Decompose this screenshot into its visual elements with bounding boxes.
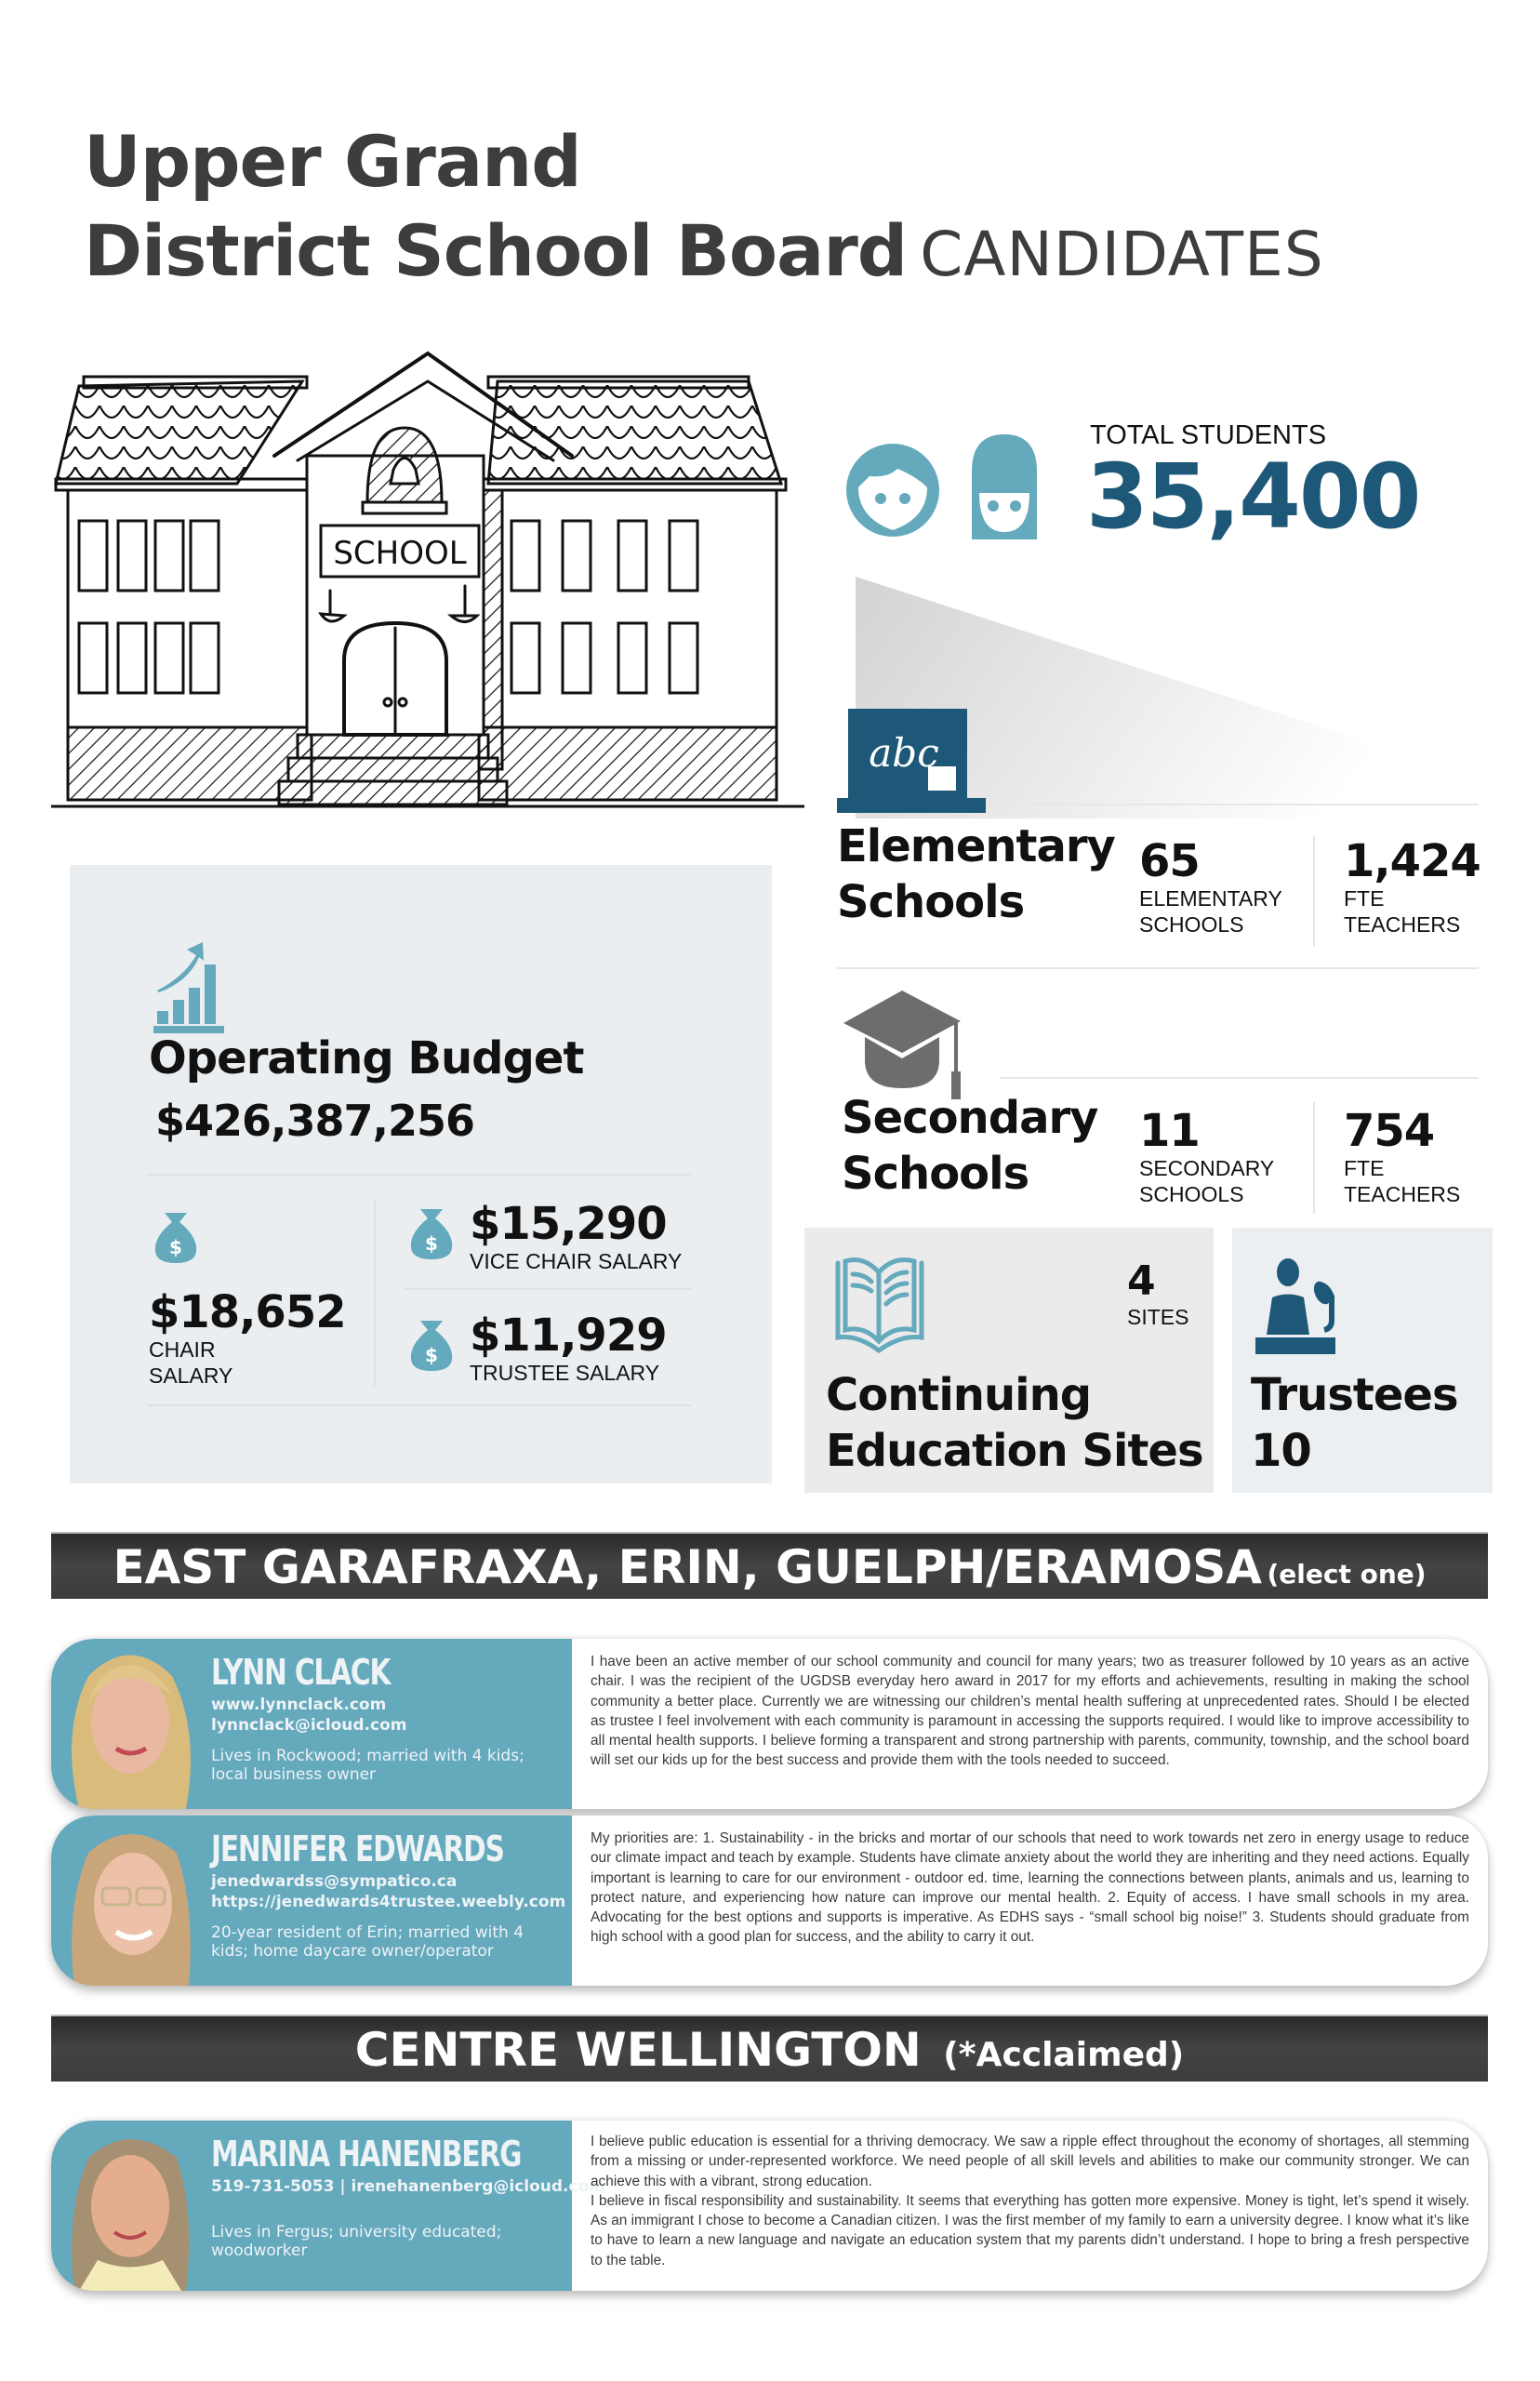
continuing-education-title-line-1: Continuing <box>826 1369 1092 1421</box>
chair-salary-label: CHAIR <box>149 1337 216 1362</box>
candidate-card <box>51 1816 1488 1986</box>
money-bag-icon <box>409 1319 454 1373</box>
elementary-title-line-2: Schools <box>837 876 1025 928</box>
candidate-website-link[interactable]: www.lynnclack.com <box>211 1696 387 1714</box>
secondary-title <box>842 1090 1097 1202</box>
secondary-schools-value: 11 <box>1139 1105 1200 1157</box>
candidate-contact[interactable]: 519-731-5053 | irenehanenberg@icloud.com <box>211 2177 605 2196</box>
chalkboard-icon <box>837 709 986 813</box>
stat-label: TEACHERS <box>1344 1182 1461 1206</box>
total-students-label: TOTAL STUDENTS <box>1090 420 1327 450</box>
chair-salary-label: SALARY <box>149 1363 233 1388</box>
vice-chair-salary-label: VICE CHAIR SALARY <box>470 1249 683 1273</box>
divider <box>837 967 1479 969</box>
candidate-card <box>51 1639 1488 1809</box>
candidate-bio: Lives in Fergus; university educated; <box>211 2223 502 2241</box>
svg-text:$: $ <box>169 1236 182 1258</box>
elementary-teachers-stat <box>1344 837 1480 938</box>
stat-label: SCHOOLS <box>1139 1182 1244 1206</box>
candidate-bio: woodworker <box>211 2241 308 2260</box>
stat-label: SCHOOLS <box>1139 912 1244 937</box>
speaker-podium-icon <box>1255 1256 1339 1358</box>
title-line-2 <box>84 205 1324 301</box>
ward-name: EAST GARAFRAXA, ERIN, GUELPH/ERAMOSA <box>113 1540 1262 1594</box>
candidate-photo <box>60 2121 200 2291</box>
elementary-schools-value: 65 <box>1139 835 1200 887</box>
divider <box>147 1404 691 1406</box>
secondary-schools-stat <box>1139 1107 1274 1207</box>
divider <box>374 1200 376 1386</box>
title-line-1: Upper Grand <box>84 120 581 203</box>
candidate-email-link[interactable]: jenedwardss@sympatico.ca <box>211 1872 458 1891</box>
candidate-statement: My priorities are: 1. Sustainability - in the bricks and mortar of our schools that need to work towards net zero in energy usage to reduce our climate impact and teach by example. Students have climate anxiety about the world they are inheriting and they need actions. Equally important is learning to care for our environment - outdoor ed. time, learning the connections between plants, animals and us, learning to protect nature, and experiencing how nature can improve our mental health. 2. Equity of access. I have small schools in my area. Advocating for the best options and supports is imperative. As EDHS says - “small school big noise!” 3. Students should graduate from high school with a good plan for success, and the ability to carry it out. <box>591 1830 1469 1946</box>
svg-text:$: $ <box>425 1344 438 1366</box>
candidate-name: MARINA HANENBERG <box>211 2134 522 2175</box>
divider <box>1313 1102 1315 1214</box>
trustee-salary-value: $11,929 <box>470 1310 667 1362</box>
candidate-statement <box>591 2132 1469 2270</box>
candidate-email-link[interactable]: lynnclack@icloud.com <box>211 1716 407 1735</box>
vice-chair-salary <box>470 1200 682 1274</box>
students-icons <box>842 430 1055 541</box>
windows-right <box>511 521 697 693</box>
continuing-education-title-line-2: Education Sites <box>826 1425 1203 1477</box>
divider <box>995 804 1479 805</box>
candidate-photo <box>60 1639 200 1809</box>
chair-salary-value: $18,652 <box>149 1286 346 1338</box>
ward-banner <box>51 2015 1488 2082</box>
school-building-illustration <box>51 344 804 814</box>
candidate-photo <box>60 1816 200 1986</box>
chair-salary <box>149 1288 346 1389</box>
budget-title: Operating Budget <box>149 1032 584 1084</box>
secondary-teachers-value: 754 <box>1344 1105 1435 1157</box>
elementary-title <box>837 818 1115 930</box>
ward-note: (*Acclaimed) <box>943 2036 1185 2074</box>
candidate-card <box>51 2121 1488 2291</box>
growth-chart-icon <box>152 935 224 1037</box>
stat-label: ELEMENTARY <box>1139 886 1282 911</box>
candidate-bio: local business owner <box>211 1765 377 1784</box>
divider <box>147 1174 691 1176</box>
stat-label: TEACHERS <box>1344 912 1461 937</box>
continuing-education-value-label: SITES <box>1127 1305 1189 1329</box>
candidate-statement: I have been an active member of our school community and council for many years; two as treasurer followed by 10 years as an active chair. I was the recipient of the UGDSB everyday hero award in 2017 for my efforts and achievements, resulting in making the school community a better place. Currently we are witnessing our children’s mental health suffering at unprecedented rates. Should I be elected as trustee I feel involvement with each community is paramount in accessing the supports required. I would like to improve accessibility to all mental health supports. I believe forming a transparent and strong partnership with parents, community, township, and the school board will set our kids up for the best success and provide them with the tools needed to succeed. <box>591 1654 1469 1769</box>
candidate-statement-paragraph: I believe public education is essential for a thriving democracy. We saw a ripple effect throughout the economy of shortages, all stemming from a missing or under-represented workforce. We need people of all skill levels and abilities to make our community stronger. We can achieve this with a vibrant, strong education. <box>591 2134 1469 2189</box>
title-board-name: District School Board <box>84 209 908 292</box>
stat-label: FTE <box>1344 886 1385 911</box>
girl-face-icon <box>972 434 1037 539</box>
elementary-teachers-value: 1,424 <box>1344 835 1480 887</box>
page-title <box>84 119 1324 301</box>
ward-note: (elect one) <box>1267 1559 1427 1590</box>
stat-label: FTE <box>1344 1156 1385 1180</box>
continuing-education-title <box>826 1367 1203 1479</box>
candidate-bio: kids; home daycare owner/operator <box>211 1942 494 1961</box>
budget-value: $426,387,256 <box>155 1096 475 1146</box>
divider <box>1313 835 1315 947</box>
school-sign-text: SCHOOL <box>333 535 467 572</box>
trustees-value: 10 <box>1251 1425 1311 1477</box>
secondary-teachers-stat <box>1344 1107 1460 1207</box>
candidate-statement-paragraph: I believe in fiscal responsibility and sustainability. It seems that everything has gotten more expensive. Money is tight, let’s spend it wisely. As an immigrant I chose to become a Canadian citizen. I was the first member of my family to earn a university degree. I know what it’s like to have to learn a new language and navigate an education system that my parents didn’t understand. I hope to bring a fresh perspective to the table. <box>591 2192 1469 2268</box>
candidate-bio: Lives in Rockwood; married with 4 kids; <box>211 1747 524 1765</box>
money-bag-icon <box>409 1207 454 1261</box>
open-book-icon <box>834 1256 925 1356</box>
windows-left <box>79 521 219 693</box>
divider <box>1000 1077 1479 1079</box>
candidate-bio: 20-year resident of Erin; married with 4 <box>211 1923 524 1942</box>
continuing-education-value: 4 <box>1127 1257 1155 1305</box>
graduation-cap-icon <box>842 986 981 1099</box>
secondary-title-line-1: Secondary <box>842 1092 1098 1144</box>
trustees-title-block <box>1251 1367 1458 1479</box>
svg-text:$: $ <box>425 1232 438 1255</box>
money-bag-icon <box>153 1211 198 1265</box>
candidate-name: LYNN CLACK <box>211 1652 391 1693</box>
stat-label: SECONDARY <box>1139 1156 1275 1180</box>
chalkboard-text: abc <box>869 730 939 776</box>
trustees-title: Trustees <box>1251 1369 1458 1421</box>
title-suffix: CANDIDATES <box>920 219 1324 290</box>
elementary-title-line-1: Elementary <box>837 820 1115 872</box>
ward-name: CENTRE WELLINGTON <box>354 2023 922 2077</box>
trustee-salary <box>470 1311 667 1386</box>
ward-banner <box>51 1532 1488 1599</box>
boy-face-icon <box>846 444 939 537</box>
trustee-salary-label: TRUSTEE SALARY <box>470 1361 660 1385</box>
total-students-value: 35,400 <box>1086 445 1420 549</box>
candidate-website-link[interactable]: https://jenedwards4trustee.weebly.com <box>211 1893 566 1911</box>
candidate-name: JENNIFER EDWARDS <box>211 1829 504 1869</box>
elementary-schools-stat <box>1139 837 1282 938</box>
secondary-title-line-2: Schools <box>842 1148 1029 1200</box>
divider <box>405 1288 691 1290</box>
vice-chair-salary-value: $15,290 <box>470 1198 667 1250</box>
